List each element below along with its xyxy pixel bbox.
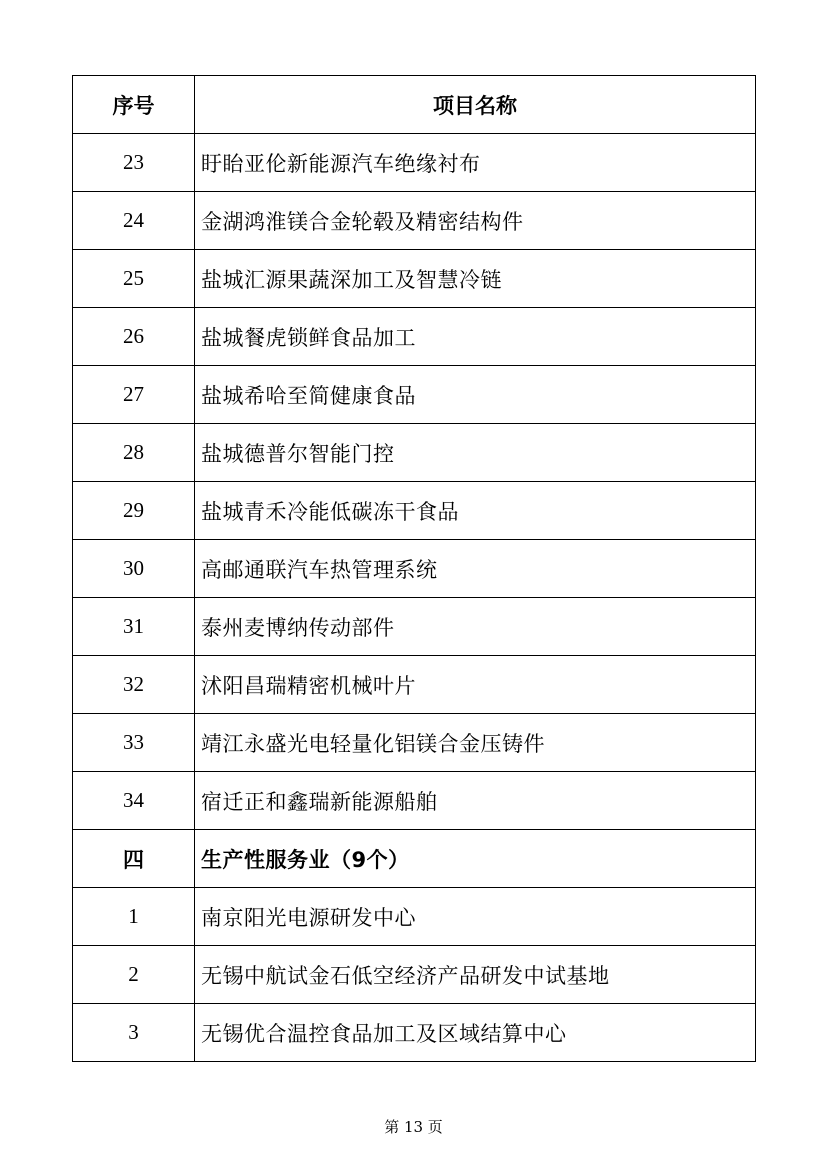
row-index: 23	[73, 134, 195, 192]
section-index: 四	[73, 830, 195, 888]
row-name: 无锡优合温控食品加工及区域结算中心	[195, 1004, 756, 1062]
row-index: 24	[73, 192, 195, 250]
table-row	[73, 250, 756, 308]
row-index: 27	[73, 366, 195, 424]
row-name: 靖江永盛光电轻量化铝镁合金压铸件	[195, 714, 756, 772]
table-row	[73, 714, 756, 772]
row-name: 金湖鸿淮镁合金轮毂及精密结构件	[195, 192, 756, 250]
header-index: 序号	[73, 76, 195, 134]
row-name: 高邮通联汽车热管理系统	[195, 540, 756, 598]
row-index: 32	[73, 656, 195, 714]
row-name: 无锡中航试金石低空经济产品研发中试基地	[195, 946, 756, 1004]
row-index: 28	[73, 424, 195, 482]
row-index: 29	[73, 482, 195, 540]
table-row	[73, 946, 756, 1004]
table-header-row	[73, 76, 756, 134]
page-number: 第 13 页	[384, 1118, 443, 1136]
table-row	[73, 308, 756, 366]
table-row	[73, 482, 756, 540]
row-index: 1	[73, 888, 195, 946]
row-name: 宿迁正和鑫瑞新能源船舶	[195, 772, 756, 830]
project-table	[72, 75, 756, 1062]
header-name: 项目名称	[195, 76, 756, 134]
section-title: 生产性服务业（9个）	[195, 830, 756, 888]
row-name: 沭阳昌瑞精密机械叶片	[195, 656, 756, 714]
table-body	[73, 134, 756, 1062]
table-row	[73, 366, 756, 424]
table-row	[73, 192, 756, 250]
table-row	[73, 1004, 756, 1062]
row-index: 34	[73, 772, 195, 830]
table-row	[73, 656, 756, 714]
row-name: 盐城青禾冷能低碳冻干食品	[195, 482, 756, 540]
row-index: 3	[73, 1004, 195, 1062]
table-row	[73, 598, 756, 656]
row-name: 南京阳光电源研发中心	[195, 888, 756, 946]
table-row	[73, 424, 756, 482]
table-row	[73, 888, 756, 946]
section-header-row	[73, 830, 756, 888]
row-index: 26	[73, 308, 195, 366]
row-index: 33	[73, 714, 195, 772]
row-name: 泰州麦博纳传动部件	[195, 598, 756, 656]
row-name: 盐城希哈至简健康食品	[195, 366, 756, 424]
table-row	[73, 134, 756, 192]
row-name: 盐城餐虎锁鲜食品加工	[195, 308, 756, 366]
row-index: 31	[73, 598, 195, 656]
row-index: 25	[73, 250, 195, 308]
row-name: 盱眙亚伦新能源汽车绝缘衬布	[195, 134, 756, 192]
row-name: 盐城汇源果蔬深加工及智慧冷链	[195, 250, 756, 308]
row-index: 30	[73, 540, 195, 598]
table-row	[73, 540, 756, 598]
row-name: 盐城德普尔智能门控	[195, 424, 756, 482]
table-row	[73, 772, 756, 830]
row-index: 2	[73, 946, 195, 1004]
